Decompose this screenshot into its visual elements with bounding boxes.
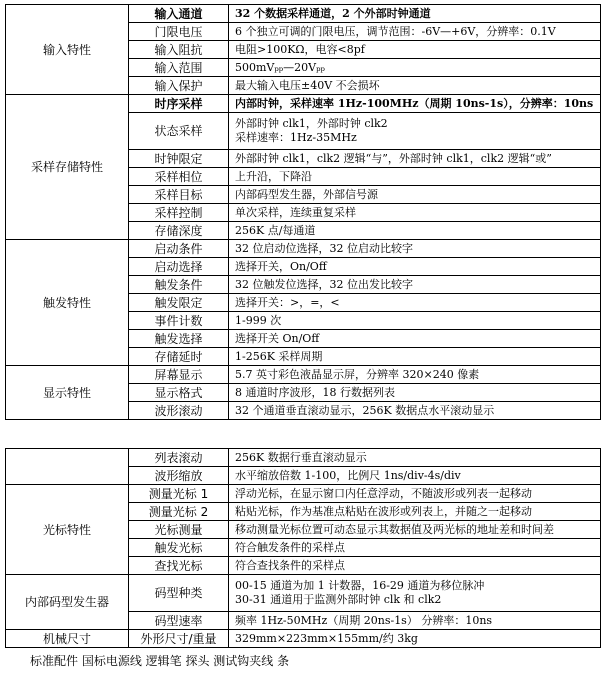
spec-key: 触发条件 bbox=[129, 276, 229, 294]
spec-value: 外部时钟 clk1，clk2 逻辑“与”，外部时钟 clk1，clk2 逻辑“或” bbox=[229, 150, 601, 168]
spec-value: 内部码型发生器，外部信号源 bbox=[229, 186, 601, 204]
category-sampling-storage: 采样存储特性 bbox=[6, 95, 129, 240]
spec-value: 1-256K 采样周期 bbox=[229, 348, 601, 366]
spec-key: 采样目标 bbox=[129, 186, 229, 204]
table-row bbox=[6, 366, 601, 384]
spec-value: 6 个独立可调的门限电压，调节范围：-6V—+6V，分辨率：0.1V bbox=[229, 23, 601, 41]
spec-key: 输入通道 bbox=[129, 5, 229, 23]
spec-key: 测量光标 2 bbox=[129, 503, 229, 521]
spec-value: 500mVₚₚ—20Vₚₚ bbox=[229, 59, 601, 77]
spec-value: 上升沿，下降沿 bbox=[229, 168, 601, 186]
category-cursor: 光标特性 bbox=[6, 485, 129, 575]
spec-value: 内部时钟，采样速率 1Hz-100MHz（周期 10ns-1s），分辨率：10ns bbox=[229, 95, 601, 113]
spec-value: 32 位触发位选择，32 位出发比较字 bbox=[229, 276, 601, 294]
spec-key: 输入保护 bbox=[129, 77, 229, 95]
spec-key: 波形滚动 bbox=[129, 402, 229, 420]
spec-value bbox=[229, 575, 601, 612]
spec-table-1 bbox=[5, 4, 601, 420]
table-row bbox=[6, 240, 601, 258]
spec-value bbox=[229, 113, 601, 150]
spec-value: 256K 数据行垂直滚动显示 bbox=[229, 449, 601, 467]
spec-key: 屏幕显示 bbox=[129, 366, 229, 384]
spec-key: 时钟限定 bbox=[129, 150, 229, 168]
spec-key: 触发光标 bbox=[129, 539, 229, 557]
category-trigger: 触发特性 bbox=[6, 240, 129, 366]
spec-key: 输入阻抗 bbox=[129, 41, 229, 59]
spec-value: 32 个数据采样通道，2 个外部时钟通道 bbox=[229, 5, 601, 23]
spec-value-line: 00-15 通道为加 1 计数器，16-29 通道为移位脉冲 bbox=[235, 579, 485, 592]
spec-value: 5.7 英寸彩色液晶显示屏，分辨率 320×240 像素 bbox=[229, 366, 601, 384]
spec-key: 采样控制 bbox=[129, 204, 229, 222]
category-display: 显示特性 bbox=[6, 366, 129, 420]
spec-value-line: 30-31 通道用于监测外部时钟 clk 和 clk2 bbox=[235, 593, 442, 606]
spec-value: 浮动光标，在显示窗口内任意浮动，不随波形或列表一起移动 bbox=[229, 485, 601, 503]
spec-value: 选择开关 On/Off bbox=[229, 330, 601, 348]
spec-value-line: 外部时钟 clk1，外部时钟 clk2 bbox=[235, 117, 388, 130]
spec-key: 输入范围 bbox=[129, 59, 229, 77]
category-mechanical: 机械尺寸 bbox=[6, 630, 129, 648]
spec-value: 水平缩放倍数 1-100，比例尺 1ns/div-4s/div bbox=[229, 467, 601, 485]
table-row bbox=[6, 95, 601, 113]
category-pattern-generator: 内部码型发生器 bbox=[6, 575, 129, 630]
spec-value: 最大输入电压±40V 不会损坏 bbox=[229, 77, 601, 95]
spec-key: 显示格式 bbox=[129, 384, 229, 402]
spec-value: 选择开关：>，=，< bbox=[229, 294, 601, 312]
spec-key: 码型种类 bbox=[129, 575, 229, 612]
table-row bbox=[6, 630, 601, 648]
spec-value: 移动测量光标位置可动态显示其数据值及两光标的地址差和时间差 bbox=[229, 521, 601, 539]
spec-key: 触发选择 bbox=[129, 330, 229, 348]
spec-key: 启动选择 bbox=[129, 258, 229, 276]
spec-value: 粘贴光标，作为基准点粘贴在波形或列表上，并随之一起移动 bbox=[229, 503, 601, 521]
spec-key: 采样相位 bbox=[129, 168, 229, 186]
spec-key: 时序采样 bbox=[129, 95, 229, 113]
spec-value: 电阻>100KΩ，电容<8pf bbox=[229, 41, 601, 59]
spec-value-line: 采样速率：1Hz-35MHz bbox=[235, 131, 357, 144]
spec-key: 触发限定 bbox=[129, 294, 229, 312]
spec-key: 启动条件 bbox=[129, 240, 229, 258]
spec-value: 频率 1Hz-50MHz（周期 20ns-1s） 分辨率：10ns bbox=[229, 612, 601, 630]
spec-key: 光标测量 bbox=[129, 521, 229, 539]
spec-value: 选择开关，On/Off bbox=[229, 258, 601, 276]
spec-value: 329mm×223mm×155mm/约 3kg bbox=[229, 630, 601, 648]
spec-key: 存储延时 bbox=[129, 348, 229, 366]
category-input: 输入特性 bbox=[6, 5, 129, 95]
spec-table-2 bbox=[5, 448, 601, 648]
spec-value: 1-999 次 bbox=[229, 312, 601, 330]
spec-key: 测量光标 1 bbox=[129, 485, 229, 503]
spec-value: 8 通道时序波形，18 行数据列表 bbox=[229, 384, 601, 402]
spec-key: 码型速率 bbox=[129, 612, 229, 630]
spec-key: 查找光标 bbox=[129, 557, 229, 575]
spec-key: 列表滚动 bbox=[129, 449, 229, 467]
spec-key: 门限电压 bbox=[129, 23, 229, 41]
cutoff-next-row bbox=[30, 654, 590, 668]
spec-key: 波形缩放 bbox=[129, 467, 229, 485]
spec-value: 符合触发条件的采样点 bbox=[229, 539, 601, 557]
category-display-continued bbox=[6, 449, 129, 485]
spec-value: 单次采样，连续重复采样 bbox=[229, 204, 601, 222]
table-row bbox=[6, 575, 601, 612]
spec-value: 256K 点/每通道 bbox=[229, 222, 601, 240]
spec-value: 32 位启动位选择，32 位启动比较字 bbox=[229, 240, 601, 258]
table-row bbox=[6, 449, 601, 467]
spec-key: 状态采样 bbox=[129, 113, 229, 150]
spec-key: 外形尺寸/重量 bbox=[129, 630, 229, 648]
table-row bbox=[6, 5, 601, 23]
spec-value: 符合查找条件的采样点 bbox=[229, 557, 601, 575]
cutoff-text: 标准配件 国标电源线 逻辑笔 探头 测试钩夹线 条 bbox=[30, 654, 290, 668]
spec-key: 事件计数 bbox=[129, 312, 229, 330]
spec-key: 存储深度 bbox=[129, 222, 229, 240]
table-row bbox=[6, 485, 601, 503]
spec-value: 32 个通道垂直滚动显示，256K 数据点水平滚动显示 bbox=[229, 402, 601, 420]
